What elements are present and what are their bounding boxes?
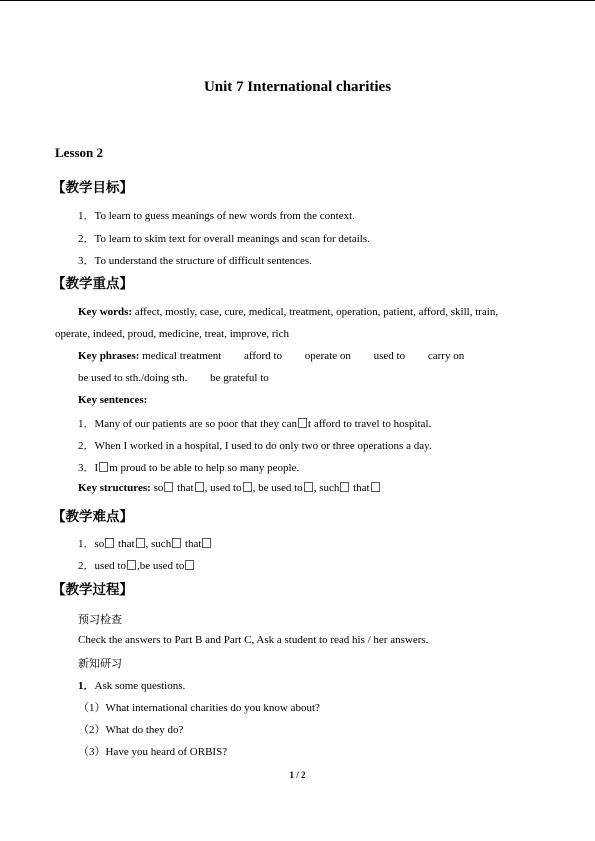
question-item: （3）Have you heard of ORBIS? <box>78 746 228 758</box>
key-words-line-2: operate, indeed, proud, medicine, treat, improve, rich <box>55 328 289 340</box>
question-item: （2）What do they do? <box>78 724 184 736</box>
preview-text: Check the answers to Part B and Part C, Ask a student to read his / her answers. <box>78 634 429 646</box>
missing-glyph-box <box>202 538 211 548</box>
missing-glyph-box <box>304 482 313 492</box>
phrase: medical treatment <box>142 350 222 362</box>
page-title: Unit 7 International charities <box>203 79 392 95</box>
missing-glyph-box <box>195 482 204 492</box>
question-item: （1）What international charities do you know about? <box>78 702 320 714</box>
missing-glyph-box <box>371 482 380 492</box>
key-words-label: Key words: <box>78 306 133 318</box>
top-rule <box>0 0 595 1</box>
key-sentence: 1．Many of our patients are so poor that they can t afford to travel to hospital. <box>78 418 432 430</box>
page-number: 1 / 2 <box>289 770 306 780</box>
key-structures-line: Key structures: so that , used to , be used to , such that <box>78 482 381 494</box>
missing-glyph-box <box>127 560 136 570</box>
key-sentence: 2．When I worked in a hospital, I used to do only two or three operations a day. <box>78 440 432 452</box>
phrase: used to <box>373 350 406 362</box>
lesson-heading: Lesson 2 <box>55 145 104 160</box>
missing-glyph-box <box>185 560 194 570</box>
section-difficulties: 【教学难点】 <box>52 509 133 525</box>
missing-glyph-box <box>105 538 114 548</box>
step-1: 1．Ask some questions. <box>78 680 186 692</box>
phrase: operate on <box>304 350 351 362</box>
missing-glyph-box <box>164 482 173 492</box>
missing-glyph-box <box>298 418 307 428</box>
objective-item: 3．To understand the structure of difficult sentences. <box>78 255 312 267</box>
phrase: carry on <box>427 350 465 362</box>
key-phrases-line-2 <box>78 372 269 384</box>
section-objectives: 【教学目标】 <box>52 180 133 196</box>
new-knowledge-heading: 新知研习 <box>78 657 122 670</box>
key-phrases-line <box>78 350 464 362</box>
key-sentences-label: Key sentences: <box>78 394 148 406</box>
key-words-line <box>78 306 498 318</box>
key-structures-label: Key structures: <box>78 482 151 494</box>
missing-glyph-box <box>340 482 349 492</box>
key-sentence: 3．I m proud to be able to help so many people. <box>78 462 300 474</box>
section-process: 【教学过程】 <box>52 582 133 598</box>
missing-glyph-box <box>99 462 108 472</box>
phrase: be grateful to <box>210 372 269 384</box>
difficulty-item: 1．so that , such that <box>78 535 212 551</box>
key-phrases-label: Key phrases: <box>78 350 140 362</box>
objective-item: 2．To learn to skim text for overall meanings and scan for details. <box>78 233 370 245</box>
phrase: afford to <box>244 350 283 362</box>
missing-glyph-box <box>136 538 145 548</box>
difficulty-item: 2．used to ,be used to <box>78 557 195 573</box>
section-key-points: 【教学重点】 <box>52 276 133 292</box>
key-words-text: affect, mostly, case, cure, medical, treatment, operation, patient, afford, skill, train, <box>132 306 499 318</box>
preview-heading: 预习检查 <box>78 613 122 626</box>
missing-glyph-box <box>243 482 252 492</box>
missing-glyph-box <box>172 538 181 548</box>
objective-item: 1．To learn to guess meanings of new words from the context. <box>78 210 355 222</box>
phrase: be used to sth./doing sth. <box>78 372 188 384</box>
